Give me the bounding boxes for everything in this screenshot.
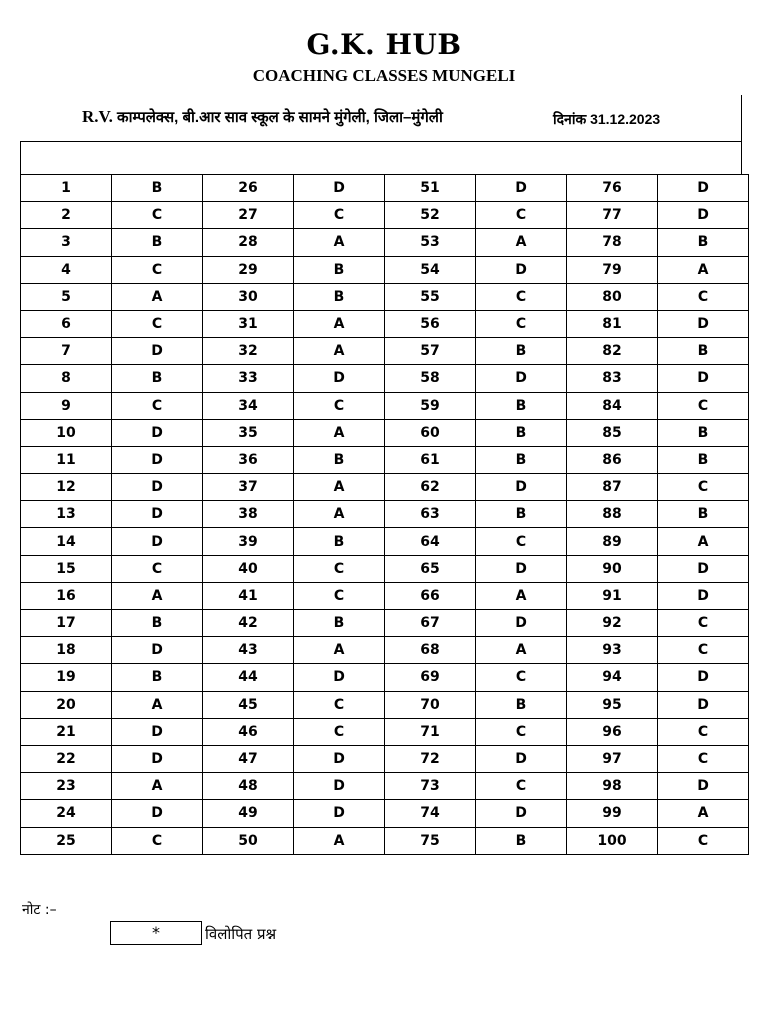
table-row [21,718,749,745]
table-row [21,338,749,365]
answer-option: A [294,310,385,337]
question-number: 38 [203,501,294,528]
question-number: 77 [567,202,658,229]
answer-option: C [476,664,567,691]
question-number: 94 [567,664,658,691]
answer-option: D [476,555,567,582]
answer-option: D [476,745,567,772]
answer-option: B [476,392,567,419]
address-line [82,107,443,127]
answer-option: C [658,392,749,419]
question-number: 39 [203,528,294,555]
answer-option: A [112,283,203,310]
answer-option: B [294,283,385,310]
question-number: 70 [385,691,476,718]
blank-header-row [20,141,742,174]
question-number: 85 [567,419,658,446]
table-row [21,365,749,392]
question-number: 90 [567,555,658,582]
question-number: 71 [385,718,476,745]
question-number: 27 [203,202,294,229]
answer-option: B [476,338,567,365]
address-text: काम्पलेक्स, बी.आर साव स्कूल के सामने मुंगेली, जिला–मुंगेली [117,109,443,126]
answer-option: B [476,827,567,854]
question-number: 30 [203,283,294,310]
table-row [21,446,749,473]
question-number: 83 [567,365,658,392]
answer-option: C [658,745,749,772]
table-row [21,582,749,609]
answer-option: B [112,229,203,256]
answer-option: C [112,392,203,419]
answer-option: A [658,256,749,283]
question-number: 48 [203,773,294,800]
question-number: 84 [567,392,658,419]
answer-option: C [658,474,749,501]
table-row [21,555,749,582]
question-number: 19 [21,664,112,691]
question-number: 46 [203,718,294,745]
answer-option: C [658,283,749,310]
table-row [21,256,749,283]
question-number: 98 [567,773,658,800]
answer-option: D [658,773,749,800]
deleted-question-symbol: * [110,921,202,945]
question-number: 43 [203,637,294,664]
answer-option: D [294,365,385,392]
question-number: 21 [21,718,112,745]
question-number: 92 [567,610,658,637]
question-number: 44 [203,664,294,691]
question-number: 28 [203,229,294,256]
table-row [21,202,749,229]
answer-option: D [658,582,749,609]
answer-option: C [476,773,567,800]
question-number: 99 [567,800,658,827]
question-number: 45 [203,691,294,718]
answer-option: A [476,582,567,609]
question-number: 23 [21,773,112,800]
question-number: 53 [385,229,476,256]
question-number: 63 [385,501,476,528]
table-row [21,310,749,337]
table-row [21,474,749,501]
answer-option: D [658,202,749,229]
answer-option: B [476,419,567,446]
answer-option: D [476,610,567,637]
header-divider [741,95,742,141]
answer-option: A [294,474,385,501]
answer-option: B [112,175,203,202]
question-number: 96 [567,718,658,745]
answer-option: D [112,800,203,827]
note-label: नोट :– [22,902,57,918]
question-number: 64 [385,528,476,555]
table-row [21,419,749,446]
question-number: 78 [567,229,658,256]
table-row [21,827,749,854]
answer-option: C [476,310,567,337]
answer-option: A [294,501,385,528]
question-number: 34 [203,392,294,419]
answer-option: D [112,637,203,664]
question-number: 33 [203,365,294,392]
deleted-question-legend: विलोपित प्रश्न [205,925,277,943]
question-number: 32 [203,338,294,365]
answer-option: B [658,419,749,446]
question-number: 36 [203,446,294,473]
question-number: 57 [385,338,476,365]
answer-option: B [294,610,385,637]
question-number: 18 [21,637,112,664]
table-row [21,175,749,202]
answer-option: D [658,175,749,202]
answer-option: C [112,555,203,582]
table-row [21,229,749,256]
answer-option: C [112,202,203,229]
table-row [21,664,749,691]
question-number: 35 [203,419,294,446]
table-row [21,773,749,800]
question-number: 69 [385,664,476,691]
question-number: 93 [567,637,658,664]
question-number: 3 [21,229,112,256]
question-number: 10 [21,419,112,446]
answer-option: C [112,827,203,854]
answer-option: C [294,691,385,718]
question-number: 49 [203,800,294,827]
question-number: 41 [203,582,294,609]
table-row [21,501,749,528]
answer-option: A [658,800,749,827]
answer-option: B [476,446,567,473]
question-number: 61 [385,446,476,473]
question-number: 6 [21,310,112,337]
question-number: 95 [567,691,658,718]
question-number: 72 [385,745,476,772]
answer-option: C [294,555,385,582]
question-number: 100 [567,827,658,854]
question-number: 73 [385,773,476,800]
answer-option: B [294,446,385,473]
question-number: 13 [21,501,112,528]
question-number: 15 [21,555,112,582]
answer-option: C [112,256,203,283]
answer-option: D [112,474,203,501]
answer-option: C [294,202,385,229]
question-number: 4 [21,256,112,283]
question-number: 54 [385,256,476,283]
question-number: 62 [385,474,476,501]
answer-option: C [658,827,749,854]
answer-option: D [476,800,567,827]
answer-key-body [21,175,749,855]
answer-option: D [294,773,385,800]
question-number: 80 [567,283,658,310]
page-subtitle: COACHING CLASSES MUNGELI [252,66,516,85]
question-number: 60 [385,419,476,446]
answer-option: D [112,718,203,745]
answer-key-table [20,174,749,855]
question-number: 31 [203,310,294,337]
answer-option: B [112,610,203,637]
question-number: 74 [385,800,476,827]
answer-option: D [658,365,749,392]
question-number: 55 [385,283,476,310]
question-number: 87 [567,474,658,501]
answer-option: C [476,283,567,310]
answer-option: D [112,338,203,365]
answer-option: A [476,229,567,256]
question-number: 50 [203,827,294,854]
question-number: 97 [567,745,658,772]
answer-option: B [658,501,749,528]
answer-option: A [294,338,385,365]
table-row [21,528,749,555]
answer-option: A [476,637,567,664]
question-number: 67 [385,610,476,637]
question-number: 37 [203,474,294,501]
question-number: 20 [21,691,112,718]
question-number: 8 [21,365,112,392]
answer-option: A [294,827,385,854]
answer-option: C [658,637,749,664]
question-number: 16 [21,582,112,609]
question-number: 89 [567,528,658,555]
answer-option: D [294,664,385,691]
answer-option: C [476,718,567,745]
question-number: 47 [203,745,294,772]
question-number: 91 [567,582,658,609]
question-number: 40 [203,555,294,582]
table-row [21,691,749,718]
question-number: 22 [21,745,112,772]
question-number: 25 [21,827,112,854]
answer-option: D [112,419,203,446]
answer-option: C [112,310,203,337]
answer-option: D [658,691,749,718]
question-number: 56 [385,310,476,337]
question-number: 59 [385,392,476,419]
question-number: 12 [21,474,112,501]
answer-option: D [294,175,385,202]
answer-option: D [476,256,567,283]
answer-option: C [294,582,385,609]
answer-option: C [294,392,385,419]
answer-option: C [476,528,567,555]
answer-option: D [476,365,567,392]
question-number: 75 [385,827,476,854]
answer-option: D [658,310,749,337]
table-row [21,637,749,664]
answer-option: C [658,610,749,637]
answer-option: B [476,691,567,718]
answer-option: A [112,691,203,718]
question-number: 66 [385,582,476,609]
table-row [21,392,749,419]
answer-option: D [112,501,203,528]
answer-option: B [476,501,567,528]
question-number: 5 [21,283,112,310]
question-number: 29 [203,256,294,283]
answer-option: B [658,229,749,256]
answer-option: B [658,446,749,473]
question-number: 81 [567,310,658,337]
question-number: 65 [385,555,476,582]
answer-option: D [112,745,203,772]
answer-option: A [294,419,385,446]
question-number: 11 [21,446,112,473]
answer-option: C [476,202,567,229]
table-row [21,745,749,772]
answer-option: A [294,229,385,256]
answer-option: A [112,773,203,800]
table-row [21,800,749,827]
question-number: 24 [21,800,112,827]
answer-option: D [476,474,567,501]
question-number: 88 [567,501,658,528]
answer-option: A [112,582,203,609]
answer-option: D [112,528,203,555]
answer-option: D [658,664,749,691]
address-prefix: R.V. [82,107,113,126]
answer-option: B [112,365,203,392]
question-number: 42 [203,610,294,637]
answer-option: C [294,718,385,745]
answer-option: D [294,800,385,827]
question-number: 9 [21,392,112,419]
answer-option: D [112,446,203,473]
answer-option: D [476,175,567,202]
question-number: 52 [385,202,476,229]
answer-option: A [658,528,749,555]
table-row [21,283,749,310]
question-number: 68 [385,637,476,664]
question-number: 82 [567,338,658,365]
question-number: 51 [385,175,476,202]
answer-option: B [112,664,203,691]
question-number: 26 [203,175,294,202]
question-number: 86 [567,446,658,473]
answer-option: C [658,718,749,745]
question-number: 79 [567,256,658,283]
date-label: दिनांक 31.12.2023 [553,111,661,127]
table-row [21,610,749,637]
answer-option: B [294,256,385,283]
page-title: G.K. HUB [306,28,462,61]
answer-option: A [294,637,385,664]
question-number: 7 [21,338,112,365]
question-number: 58 [385,365,476,392]
question-number: 76 [567,175,658,202]
answer-option: B [294,528,385,555]
answer-option: D [658,555,749,582]
question-number: 1 [21,175,112,202]
question-number: 17 [21,610,112,637]
question-number: 14 [21,528,112,555]
answer-option: B [658,338,749,365]
answer-option: D [294,745,385,772]
question-number: 2 [21,202,112,229]
